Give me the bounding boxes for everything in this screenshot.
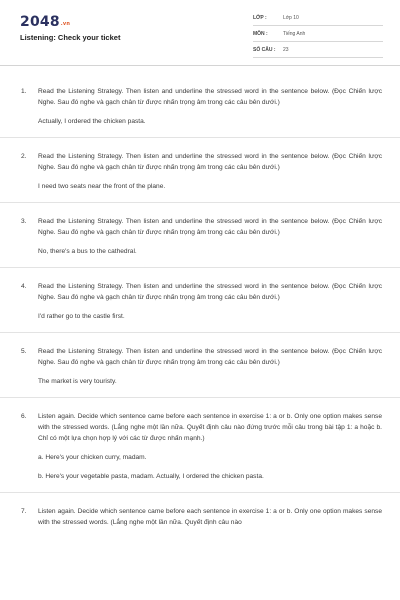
meta-row-class	[253, 13, 383, 26]
question-instruction: Read the Listening Strategy. Then listen and underline the stressed word in the sentence below. (Đọc Chiến lược Nghe. Sau đó nghe và gạch chân từ được nhấn trọng âm trong các câu bên dưới.)	[38, 153, 382, 171]
question-divider	[0, 202, 400, 203]
question-sentence: I need two seats near the front of the plane.	[38, 183, 166, 190]
document-header	[0, 0, 400, 60]
question-divider	[0, 397, 400, 398]
question-divider	[0, 137, 400, 138]
question-item	[0, 411, 400, 482]
question-instruction: Read the Listening Strategy. Then listen and underline the stressed word in the sentence below. (Đọc Chiến lược Nghe. Sau đó nghe và gạch chân từ được nhấn trọng âm trong các câu bên dưới.)	[38, 283, 382, 301]
question-number: 4.	[21, 283, 27, 290]
question-item	[0, 506, 400, 528]
question-item	[0, 151, 400, 192]
header-divider	[0, 65, 400, 66]
question-sentence: The market is very touristy.	[38, 378, 117, 385]
meta-label-question-count: SỐ CÂU :	[253, 47, 276, 53]
answer-option-a: a. Here's your chicken curry, madam.	[38, 454, 147, 461]
question-item	[0, 216, 400, 257]
question-number: 7.	[21, 508, 27, 515]
document-title: Listening: Check your ticket	[20, 33, 121, 42]
document-meta	[253, 13, 383, 61]
question-item	[0, 281, 400, 322]
question-divider	[0, 492, 400, 493]
site-logo[interactable]	[20, 15, 70, 31]
question-divider	[0, 332, 400, 333]
logo-main-text: 2048	[20, 14, 60, 30]
question-number: 2.	[21, 153, 27, 160]
question-instruction: Listen again. Decide which sentence came before each sentence in exercise 1: a or b. Only one option makes sense with the stressed words. (Lắng nghe một lần nữa. Quyết định câu nào đứng trước mỗi câu trong bài tập 1: a hoặc b. Chỉ có một lựa chọn hợp lý với các từ được nhấn mạnh.)	[38, 413, 382, 442]
question-sentence: No, there's a bus to the cathedral.	[38, 248, 137, 255]
question-item	[0, 346, 400, 387]
meta-value-class: Lớp 10	[283, 15, 299, 21]
meta-row-subject	[253, 29, 383, 42]
meta-label-subject: MÔN :	[253, 31, 268, 37]
question-instruction: Listen again. Decide which sentence came before each sentence in exercise 1: a or b. Only one option makes sense with the stressed words. (Lắng nghe một lần nữa. Quyết định câu nào	[38, 508, 382, 526]
question-item	[0, 86, 400, 127]
question-sentence: I'd rather go to the castle first.	[38, 313, 125, 320]
meta-label-class: LỚP :	[253, 15, 267, 21]
question-number: 5.	[21, 348, 27, 355]
meta-value-question-count: 23	[283, 47, 289, 53]
question-instruction: Read the Listening Strategy. Then listen and underline the stressed word in the sentence below. (Đọc Chiến lược Nghe. Sau đó nghe và gạch chân từ được nhấn trọng âm trong các câu bên dưới.)	[38, 348, 382, 366]
meta-value-subject: Tiếng Anh	[283, 31, 306, 37]
logo-suffix-text: .vn	[60, 21, 71, 27]
question-instruction: Read the Listening Strategy. Then listen and underline the stressed word in the sentence below. (Đọc Chiến lược Nghe. Sau đó nghe và gạch chân từ được nhấn trọng âm trong các câu bên dưới.)	[38, 218, 382, 236]
question-sentence: Actually, I ordered the chicken pasta.	[38, 118, 146, 125]
question-number: 1.	[21, 88, 27, 95]
question-instruction: Read the Listening Strategy. Then listen and underline the stressed word in the sentence below. (Đọc Chiến lược Nghe. Sau đó nghe và gạch chân từ được nhấn trọng âm trong các câu bên dưới.)	[38, 88, 382, 106]
meta-row-question-count	[253, 45, 383, 58]
answer-option-b: b. Here's your vegetable pasta, madam. Actually, I ordered the chicken pasta.	[38, 473, 264, 480]
question-number: 6.	[21, 413, 27, 420]
question-number: 3.	[21, 218, 27, 225]
question-divider	[0, 267, 400, 268]
question-list	[0, 86, 400, 528]
